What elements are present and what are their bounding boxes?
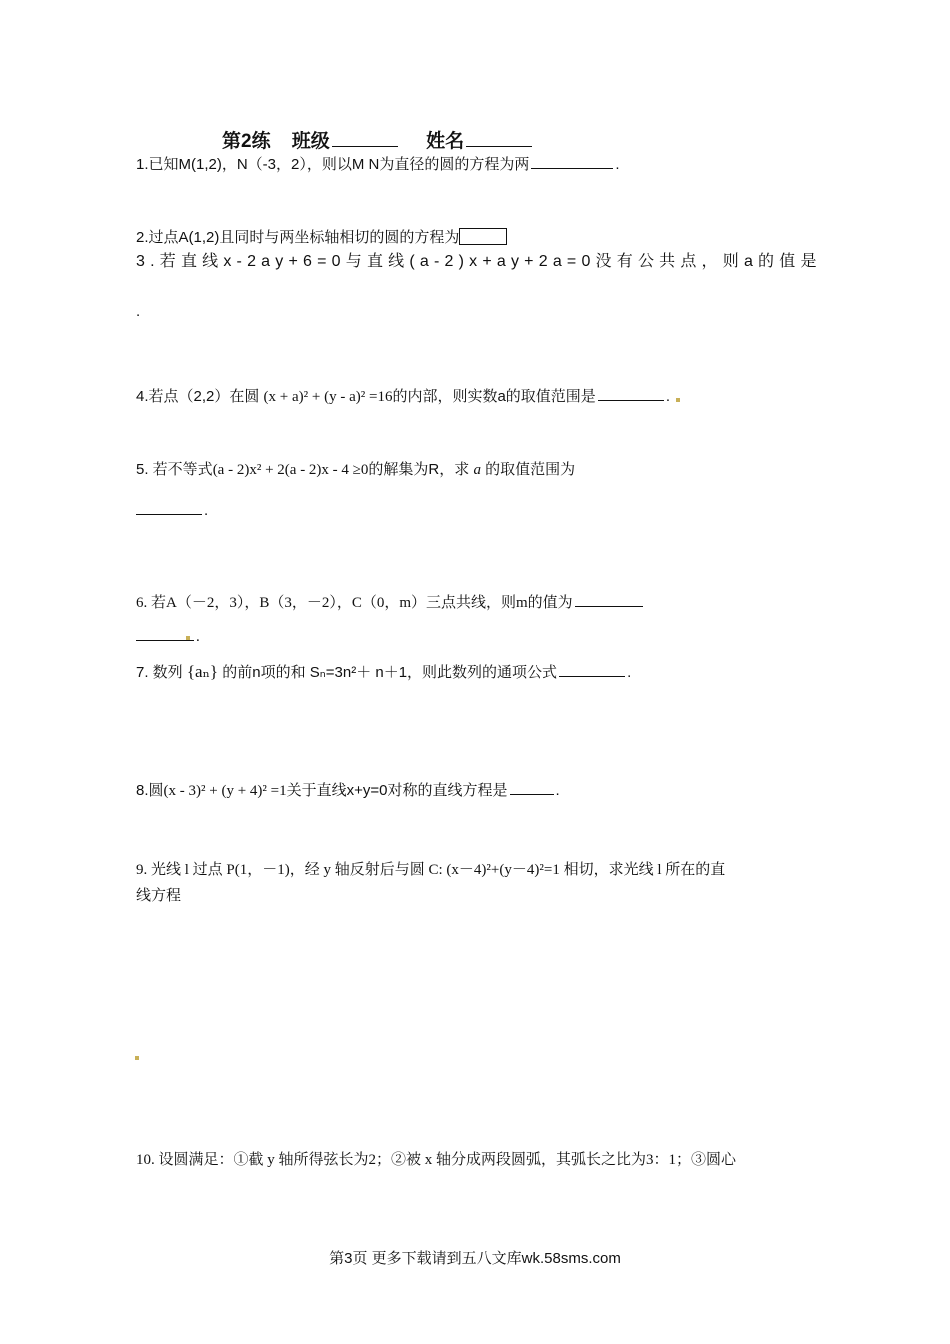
question-3-text: 3.若直线x-2ay+6=0与直线(a-2)x+ay+2a=0没有公共点，则a的值是 — [136, 253, 822, 270]
speck-mark — [186, 636, 190, 640]
question-3 — [136, 252, 822, 272]
question-8 — [136, 780, 560, 801]
question-1-end: . — [615, 156, 620, 173]
question-4-formula-text: (x + a)² + (y - a)² =16 — [263, 389, 393, 405]
question-9-line-2: 线方程 — [136, 888, 182, 904]
question-8-pre: 8.圆 — [136, 782, 164, 799]
question-7-seq: {aₙ} — [186, 662, 219, 681]
name-label: 姓名 — [426, 131, 465, 152]
class-label: 班级 — [291, 131, 330, 152]
question-5 — [136, 460, 575, 480]
question-5-formula: (a - 2)x² + 2(a - 2)x - 4 ≥0 — [212, 462, 369, 478]
question-1 — [136, 154, 620, 175]
answer-blank-6a[interactable] — [575, 592, 643, 607]
question-2-text: 2.过点A(1,2)且同时与两坐标轴相切的圆的方程为 — [136, 229, 460, 246]
question-4 — [136, 386, 670, 407]
question-5-post2: 的取值范围为 — [485, 461, 576, 478]
question-6-end: . — [196, 629, 200, 645]
name-blank[interactable] — [466, 130, 532, 147]
question-4-end: . — [665, 388, 670, 405]
question-5-answer-line — [136, 500, 208, 521]
question-3-end: . — [136, 303, 141, 320]
answer-blank-4[interactable] — [598, 386, 664, 401]
answer-box-2[interactable] — [459, 228, 507, 245]
class-blank[interactable] — [332, 130, 398, 147]
question-4-pre: 4.若点（2,2）在圆 — [136, 388, 260, 405]
page-title — [222, 126, 534, 153]
question-5-pre: 5. 若不等式 — [136, 461, 213, 478]
question-5-post: 的解集为R，求 — [368, 461, 470, 478]
question-8-post: 关于直线x+y=0对称的直线方程是 — [286, 782, 508, 799]
question-7-end: . — [627, 664, 632, 681]
question-5-end: . — [204, 502, 209, 519]
question-7-pre: 7. 数列 — [136, 664, 183, 681]
question-5-var: a — [473, 462, 481, 478]
page-footer: 第3页 更多下载请到五八文库wk.58sms.com — [329, 1250, 621, 1267]
title-text: 第2练 — [222, 131, 271, 152]
question-4-post: 的内部，则实数a的取值范围是 — [392, 388, 596, 405]
question-2 — [136, 228, 507, 248]
question-8-formula: (x - 3)² + (y + 4)² =1 — [163, 783, 287, 799]
question-6-text: 6. 若A（－2，3），B（3，－2），C（0，m）三点共线，则m的值为 — [136, 595, 573, 611]
speck-mark — [135, 1056, 139, 1060]
question-8-end: . — [555, 782, 560, 799]
question-9-line-1: 9. 光线 l 过点 P(1，－1)，经 y 轴反射后与圆 C: (x－4)²+(y－4)²=1 相切，求光线 l 所在的直 — [136, 862, 726, 878]
question-6-answer-line — [136, 626, 200, 647]
question-7-post: 的前n项的和 Sₙ=3n²＋ n＋1，则此数列的通项公式 — [222, 664, 558, 681]
question-10: 10. 设圆满足：①截 y 轴所得弦长为2；②被 x 轴分成两段圆弧，其弧长之比为3：1；③圆心 — [136, 1152, 737, 1168]
question-6 — [136, 592, 645, 613]
question-1-text: 1.已知M(1,2)，N（-3，2），则以M N为直径的圆的方程为两 — [136, 156, 530, 173]
answer-blank-7[interactable] — [559, 662, 625, 677]
answer-blank-1[interactable] — [531, 154, 613, 169]
question-7 — [136, 662, 631, 683]
question-4-formula — [264, 389, 393, 405]
answer-blank-8[interactable] — [510, 780, 554, 795]
answer-blank-5[interactable] — [136, 500, 202, 515]
speck-mark — [676, 398, 680, 402]
